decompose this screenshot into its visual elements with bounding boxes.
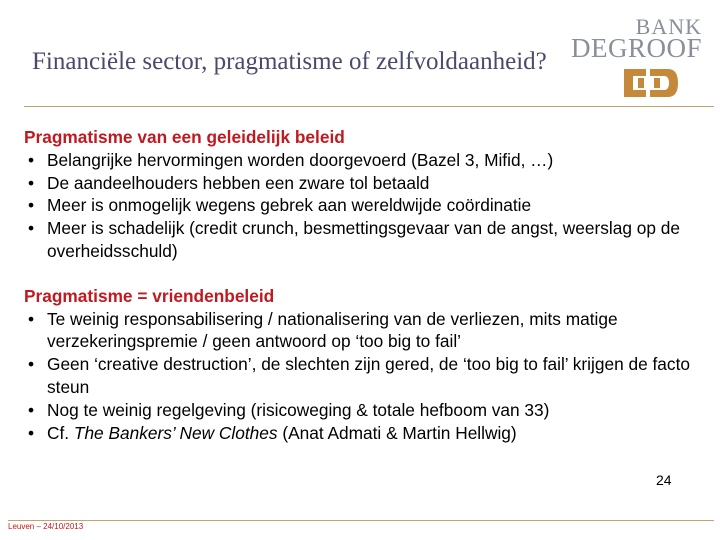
bullet-icon: • xyxy=(28,399,35,420)
page-number: 24 xyxy=(656,472,672,488)
bullet-icon: • xyxy=(28,195,35,216)
bullet-text-prefix: Cf. xyxy=(47,422,74,443)
bullet-list xyxy=(24,308,700,445)
section-spacer xyxy=(24,263,700,285)
bullet-text: Te weinig responsabilisering / nationalisering van de verliezen, mits matige verzekeringspremie / geen antwoord op ‘too big to fail’ xyxy=(47,308,618,352)
book-title: The Bankers’ New Clothes xyxy=(73,422,278,443)
bullet-text: Nog te weinig regelgeving (risicoweging & totale hefboom van 33) xyxy=(47,399,550,420)
bullet-icon: • xyxy=(28,308,35,329)
list-item xyxy=(24,399,700,422)
bank-degroof-logo xyxy=(570,14,708,100)
bullet-text: De aandeelhouders hebben een zware tol betaald xyxy=(47,172,430,193)
footer-location-date: Leuven – 24/10/2013 xyxy=(8,522,84,531)
logo-text-bank: BANK xyxy=(635,14,702,39)
section-heading: Pragmatisme van een geleidelijk beleid xyxy=(24,127,345,147)
bullet-text: Meer is schadelijk (credit crunch, besmettingsgevaar van de angst, weerslag op de overheidsschuld) xyxy=(47,218,681,261)
bullet-icon: • xyxy=(28,172,35,193)
section-heading: Pragmatisme = vriendenbeleid xyxy=(24,285,275,306)
logo-text-degroof: DEGROOF xyxy=(570,33,702,63)
bullet-text: Geen ‘creative destruction’, de slechten zijn gered, de ‘too big to fail’ krijgen de facto steun xyxy=(47,354,690,397)
list-item xyxy=(24,172,700,195)
bullet-icon: • xyxy=(28,422,35,443)
logo-mark-icon xyxy=(620,66,680,100)
list-item xyxy=(24,217,700,263)
bullet-icon: • xyxy=(28,354,35,375)
footer-divider xyxy=(8,520,714,521)
bullet-text: Meer is onmogelijk wegens gebrek aan wereldwijde coördinatie xyxy=(47,195,532,216)
list-item xyxy=(24,308,700,354)
bullet-icon: • xyxy=(28,149,35,170)
bullet-text: Belangrijke hervormingen worden doorgevoerd (Bazel 3, Mifid, …) xyxy=(47,149,554,170)
bullet-text-suffix: (Anat Admati & Martin Hellwig) xyxy=(277,422,517,443)
list-item xyxy=(24,422,700,445)
bullet-list xyxy=(24,149,700,263)
list-item xyxy=(24,149,700,172)
bullet-icon: • xyxy=(28,218,35,239)
list-item xyxy=(24,353,700,399)
slide-title: Financiële sector, pragmatisme of zelfvoldaanheid? xyxy=(32,48,547,75)
title-divider xyxy=(24,106,714,107)
slide-body xyxy=(24,126,700,444)
list-item xyxy=(24,194,700,217)
